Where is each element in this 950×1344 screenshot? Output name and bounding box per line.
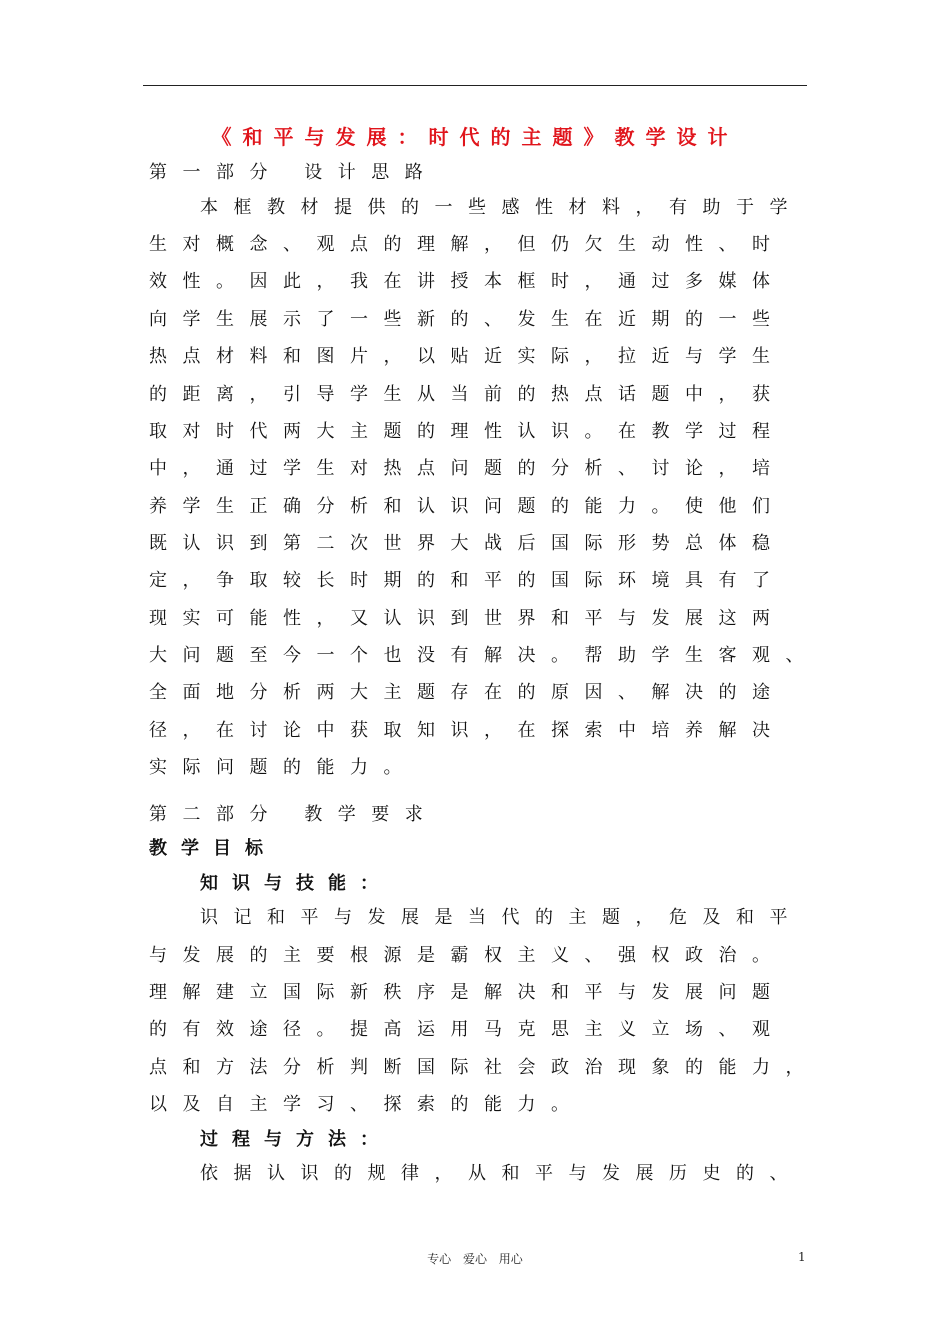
part1-line: 实际问题的能力。 (149, 757, 417, 778)
knowledge-line: 的有效途径。提高运用马克思主义立场、观 (149, 1019, 786, 1040)
part1-line: 热点材料和图片，以贴近实际，拉近与学生 (149, 346, 786, 367)
part1-line: 本框教材提供的一些感性材料，有助于学 (200, 197, 803, 218)
part1-line: 向学生展示了一些新的、发生在近期的一些 (149, 309, 786, 330)
part1-line: 既认识到第二次世界大战后国际形势总体稳 (149, 533, 786, 554)
part1-line: 养学生正确分析和认识问题的能力。使他们 (149, 496, 786, 517)
part1-line: 中，通过学生对热点问题的分析、讨论，培 (149, 458, 786, 479)
page-number: 1 (798, 1250, 806, 1264)
knowledge-line: 理解建立国际新秩序是解决和平与发展问题 (149, 982, 786, 1003)
knowledge-line: 与发展的主要根源是霸权主义、强权政治。 (149, 945, 786, 966)
knowledge-heading: 知识与技能： (200, 873, 392, 894)
process-line: 依据认识的规律，从和平与发展历史的、 (200, 1163, 803, 1184)
part1-line: 全面地分析两大主题存在的原因、解决的途 (149, 682, 786, 703)
part2-heading: 第二部分 教学要求 (149, 804, 439, 825)
knowledge-line: 识记和平与发展是当代的主题，危及和平 (200, 907, 803, 928)
part1-line: 现实可能性，又认识到世界和平与发展这两 (149, 608, 786, 629)
footer-slogan: 专心 爱心 用心 (427, 1252, 523, 1266)
part1-line: 取对时代两大主题的理性认识。在教学过程 (149, 421, 786, 442)
part1-line: 径，在讨论中获取知识，在探索中培养解决 (149, 720, 786, 741)
document-title: 《和平与发展：时代的主题》教学设计 (211, 125, 739, 149)
knowledge-line: 点和方法分析判断国际社会政治现象的能力， (149, 1057, 819, 1078)
goals-heading: 教学目标 (149, 838, 277, 859)
header-rule (143, 85, 807, 86)
part1-line: 效性。因此，我在讲授本框时，通过多媒体 (149, 271, 786, 292)
part1-line: 的距离，引导学生从当前的热点话题中，获 (149, 384, 786, 405)
part1-heading: 第一部分 设计思路 (149, 162, 439, 183)
part1-line: 定，争取较长时期的和平的国际环境具有了 (149, 570, 786, 591)
part1-line: 生对概念、观点的理解，但仍欠生动性、时 (149, 234, 786, 255)
knowledge-line: 以及自主学习、探索的能力。 (149, 1094, 585, 1115)
part1-line: 大问题至今一个也没有解决。帮助学生客观、 (149, 645, 819, 666)
process-heading: 过程与方法： (200, 1129, 392, 1150)
